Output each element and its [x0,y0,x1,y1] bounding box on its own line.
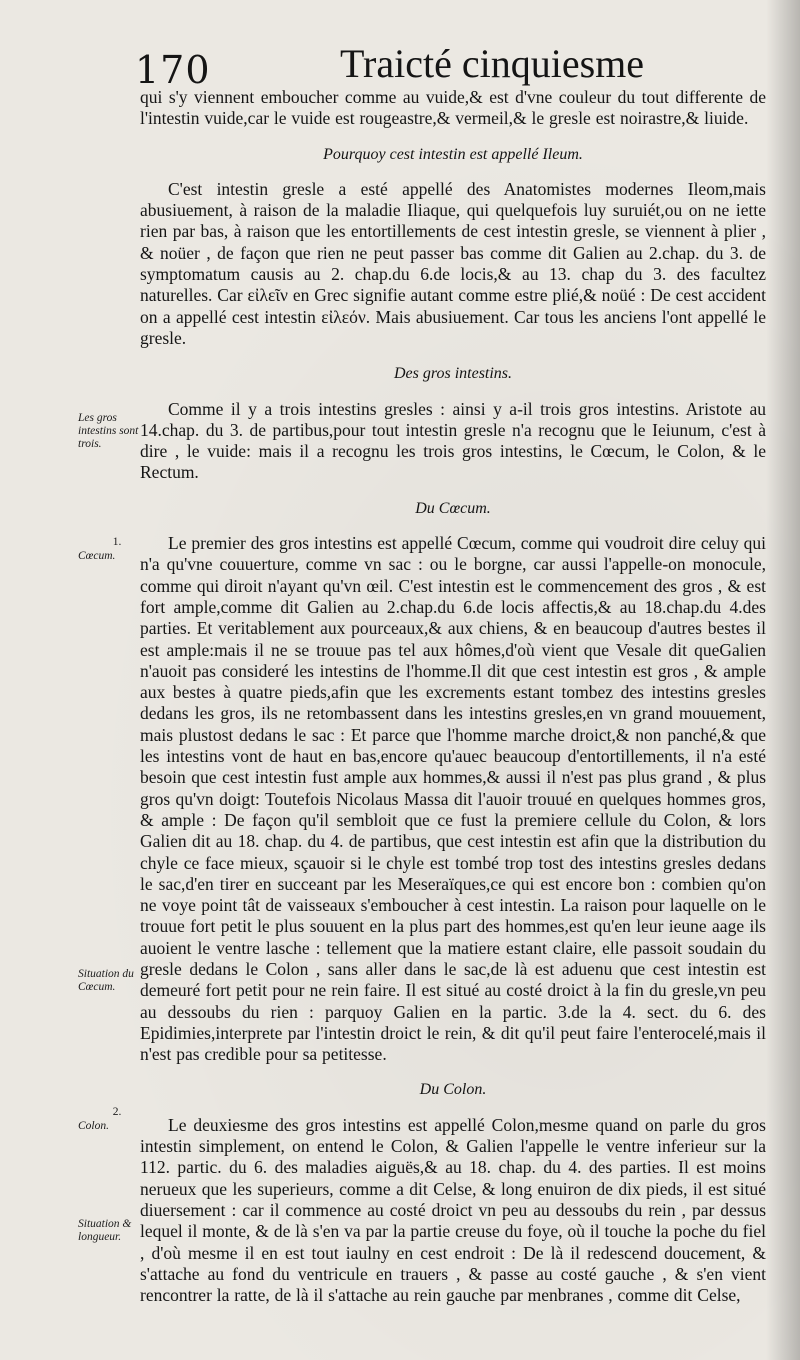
running-title: Traicté cinquiesme [340,41,645,86]
margin-note-gros-intestins: Les gros intestins sont trois. [78,412,139,450]
margin-note-number-1: 1. [112,536,122,548]
paragraph-coecum: Le premier des gros intestins est appellé Cœcum, comme qui voudroit dire celuy qui n'a qu'vne couuerture, comme vn sac : ou le borgne, car aussi l'appelle-on monocule, comme qui diroit n'ayant qu'vn œil. C'est intestin est le commencement des gros , & est fort ample,comme dit Galien au 2.chap.du 6.de locis affectis,& au 18.chap.du 4.des parties. Et veritablement aux pourceaux,& aux chiens, & en beaucoup d'autres bestes il est ample:mais il ne se trouue pas tel aux hômes,d'où vient que Vesale dit queGalien n'auoit pas consideré les intestins de l'homme.Il dit que cest intestin est gros , & ample aux bestes à quatre pieds,afin que les excrements estant tombez des intestins gresles dedans les gros, ils ne retombassent dans les intestins gresles,en vn grand mouuement, mais plustost dedans le sac : Et parce que l'homme marche droict,& non panché,& que les intestins vont de haut en bas,encore qu'auec beaucoup d'entortillements, il n'a esté besoin que cest intestin fust ample aux hommes,& aussi il n'est pas plus grand , & plus gros qu'vn doigt: Toutefois Nicolaus Massa dit l'auoir trouué en quelques hommes gros, & ample : De façon qu'il sembloit que ce fust la premiere cellule du Colon, & lors Galien dit au 18. chap. du 4. de partibus, que cest intestin est afin que la distribution du chyle ce face mieux, sçauoir si le chyle est tombé trop tost des intestins gresles dedans le sac,d'en tirer en succeant par les Meseraïques,ce qui est encore bon : combien qu'on ne voye point tât de vaisseaux s'emboucher à cest intestin. La raison pour laquelle on le trouue fort petit le plus souuent en la plus part des hommes,est qu'en leur ieune aage ils auoient le ventre lasche : tellement que la matiere estant claire, elle passoit soudain du gresle dedans le Colon , sans aller dans le sac,de là est aduenu que cest intestin est demeuré fort petit pour ne rein faire. Il est situé au costé droict à la fin du gresle,vn peu au dessoubs du rien : parquoy Galien en la partic. 3.de la 4. sect. du 6. des Epidimies,interprete par l'intestin droict le rein, & dit qu'il peut faire l'enterocelé,mais il n'est pas credible pour sa petitesse. [140,533,766,1065]
main-text [140,87,766,1306]
section-heading-colon: Du Colon. [419,1081,487,1099]
margin-note-coecum: Cœcum. [78,550,116,562]
paragraph-gros-intestins: Comme il y a trois intestins gresles : ainsi y a-il trois gros intestins. Aristote au 14.chap. du 3. de partibus,pour tout intestin gresle n'a recognu que le Ieiunum, c'est à dire , le vuide: mais il a recognu les trois gros intestins, le Cœcum, le Colon, & le Rectum. [140,398,766,483]
page-spine-shadow [766,0,800,1360]
paragraph-colon: Le deuxiesme des gros intestins est appellé Colon,mesme quand on parle du gros intestin simplement, on entend le Colon, & Galien l'appelle le ventre inferieur sur la 112. partic. du 6. des maladies aiguës,& au 18. chap. du 4. des parties. Il est moins nerueux que les superieurs, comme a dit Celse, & long enuiron de dix pieds, il est situé diuersement : car il commence au costé droict vn peu au dessoubs du rein , par dessus lequel il monte, & de là s'en va par la partie creuse du foye, où il touche la poche du fiel , d'où mesme il en est tout iaulny en cest endroit : De là il redescend doucement, & s'attache au fond du ventricule en trauers , & passe au costé gauche , & s'en vient rencontrer la ratte, de là il s'attache au rein gauche par menbranes , comme dit Celse, [140,1114,766,1306]
intro-paragraph: qui s'y viennent emboucher comme au vuide,& est d'vne couleur du tout differente de l'intestin vuide,car le vuide est rougeastre,& vermeil,& le gresle est noirastre,& liuide. [140,87,766,129]
section-heading-coecum: Du Cœcum. [415,499,491,517]
margin-note-situation-longueur: Situation & longueur. [78,1218,132,1243]
section-heading-gros-intestins: Des gros intestins. [393,365,513,383]
margin-note-situation-coecum: Situation du Cœcum. [78,968,134,993]
margin-note-colon: Colon. [78,1120,109,1132]
section-heading-ileum: Pourquoy cest intestin est appellé Ileum. [323,145,583,163]
margin-note-number-2: 2. [112,1106,122,1118]
paragraph-ileum: C'est intestin gresle a esté appellé des Anatomistes modernes Ileom,mais abusiuement, à raison de la maladie Iliaque, qui quelquefois luy suruiét,ou on ne iette rien par bas, à raison que les entortillements de cest intestin gresle, se viennent à plier , & noüer , de façon que rien ne peut passer bas comme dit Galien au 2.chap. du 3. de symptomatum causis au 2. chap.du 6.de locis,& au 13. chap du 3. des facultez naturelles. Car εἰλεῖν en Grec signifie autant comme estre plié,& noüé : De cest accident on a appellé cest intestin εἰλεόν. Mais abusiuement. Car tous les anciens l'ont appellé le gresle. [140,178,766,348]
page-number: 170 [135,48,211,92]
